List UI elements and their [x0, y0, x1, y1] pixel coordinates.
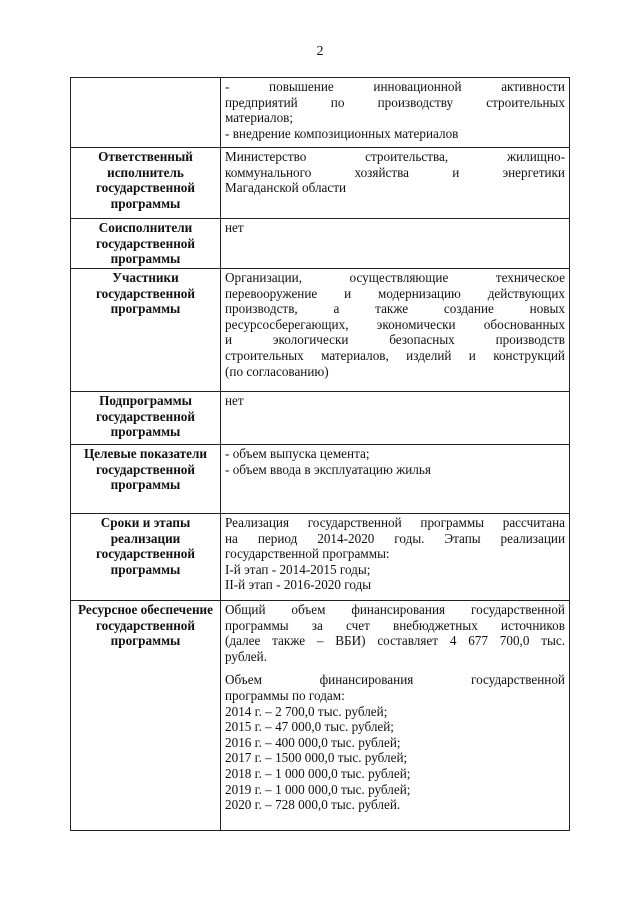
row-label: Целевые показатели государственной программы [71, 445, 221, 514]
row-value [221, 445, 570, 514]
row-value [221, 269, 570, 392]
text-line: программы за счет внебюджетных источников [225, 617, 565, 633]
row-label: Сроки и этапы реализации государственной программы [71, 514, 221, 601]
text-line: - внедрение композиционных материалов [225, 125, 459, 141]
text-line: - повышение инновационной активности [225, 79, 565, 94]
text-line: коммунального хозяйства и энергетики [225, 164, 565, 180]
text-line: ресурсосберегающих, экономически обоснованных [225, 316, 565, 332]
text-line: перевооружение и модернизацию действующих [225, 285, 565, 301]
row-value [221, 148, 570, 219]
page-number: 2 [316, 44, 324, 59]
table-row [71, 392, 570, 445]
text-line: - объем выпуска цемента; [225, 446, 370, 461]
row-value [221, 392, 570, 445]
table-row [71, 601, 570, 831]
text-line: Организации, осуществляющие техническое [225, 270, 565, 285]
text-line: 2016 г. – 400 000,0 тыс. рублей; [225, 734, 401, 750]
text-line: материалов; [225, 110, 294, 126]
table-row [71, 219, 570, 269]
row-label: Ресурсное обеспечение государственной программы [71, 601, 221, 831]
text-line: Министерство строительства, жилищно- [225, 149, 565, 164]
table-row [71, 78, 570, 148]
row-value [221, 514, 570, 601]
table-row [71, 514, 570, 601]
text-line: I-й этап - 2014-2015 годы; [225, 561, 371, 577]
text-line: на период 2014-2020 годы. Этапы реализации [225, 530, 565, 546]
text-line: (далее также – ВБИ) составляет 4 677 700,0 тыс. [225, 633, 565, 649]
text-line: - объем ввода в эксплуатацию жилья [225, 461, 431, 477]
table-row [71, 148, 570, 219]
text-line: Реализация государственной программы рассчитана [225, 515, 565, 530]
text-line: предприятий по производству строительных [225, 94, 565, 110]
text-line: II-й этап - 2016-2020 годы [225, 577, 372, 593]
row-value [221, 78, 570, 148]
text-line: Объем финансирования государственной [225, 672, 565, 688]
text-line: (по согласованию) [225, 363, 329, 379]
row-label: Подпрограммы государственной программы [71, 392, 221, 445]
text-line: и экологически безопасных производств [225, 332, 565, 348]
row-value [221, 219, 570, 269]
text-line: 2019 г. – 1 000 000,0 тыс. рублей; [225, 781, 411, 797]
text-line: рублей. [225, 648, 268, 664]
row-label: Участники государственной программы [71, 269, 221, 392]
text-line: производств, а также создание новых [225, 301, 565, 317]
text-line: 2018 г. – 1 000 000,0 тыс. рублей; [225, 765, 411, 781]
program-passport-table [70, 77, 570, 831]
row-label [71, 78, 221, 148]
row-label: Соисполнители государственной программы [71, 219, 221, 269]
text-line: программы по годам: [225, 687, 345, 703]
text-line: 2017 г. – 1500 000,0 тыс. рублей; [225, 750, 408, 766]
text-line: 2015 г. – 47 000,0 тыс. рублей; [225, 719, 394, 735]
text-line: 2020 г. – 728 000,0 тыс. рублей. [225, 797, 401, 813]
row-value [221, 601, 570, 831]
table-row [71, 445, 570, 514]
table-row [71, 269, 570, 392]
text-line: строительных материалов, изделий и конструкций [225, 347, 565, 363]
text-line: Общий объем финансирования государственной [225, 602, 565, 617]
row-label: Ответственный исполнитель государственной программы [71, 148, 221, 219]
text-line: 2014 г. – 2 700,0 тыс. рублей; [225, 703, 388, 719]
text-line: нет [225, 220, 244, 235]
text-line: нет [225, 393, 244, 408]
text-line: Магаданской области [225, 180, 347, 196]
text-line: государственной программы: [225, 546, 390, 562]
